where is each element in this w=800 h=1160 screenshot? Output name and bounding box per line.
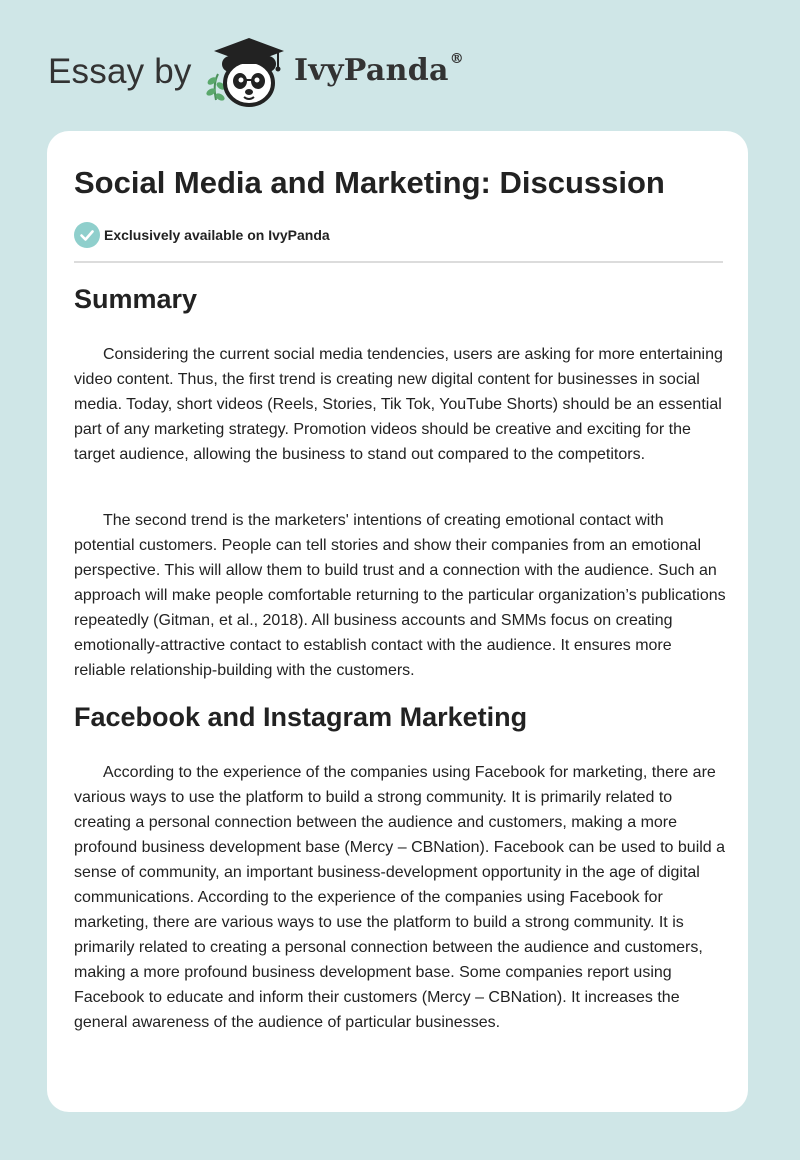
brand-name-text: IvyPanda (294, 53, 449, 88)
brand-prefix: Essay by (48, 52, 192, 91)
paragraph: Considering the current social media tendencies, users are asking for more entertaining video content. Thus, the first trend is creating new digital content for businesses in social media. Today, short videos (Reels, Stories, Tik Tok, YouTube Shorts) should be an essential part of any marketing strategy. Promotion videos should be creative and exciting for the target audience, allowing the business to stand out compared to the competitors. (74, 346, 723, 463)
article-title: Social Media and Marketing: Discussion (74, 165, 665, 200)
section-heading-facebook-instagram: Facebook and Instagram Marketing (74, 702, 528, 732)
panda-logo-icon (200, 34, 290, 110)
paragraph: According to the experience of the companies using Facebook for marketing, there are various ways to use the platform to build a strong community. It is primarily related to creating a personal connection between the audience and customers, making a more profound business development base (Mercy – CBNation). Facebook can be used to build a sense of community, an important business-development opportunity in the age of digital communications. According to the experience of the companies using Facebook for marketing, there are various ways to use the platform to build a strong community. It is primarily related to creating a personal connection between the audience and customers, making a more profound business development base. Some companies report using Facebook to educate and inform their customers (Mercy – CBNation). It increases the general awareness of the audience of particular businesses. (74, 764, 726, 1031)
paragraph: The second trend is the marketers' intentions of creating emotional contact with potential customers. People can tell stories and show their companies from an emotional perspective. This will allow them to build trust and a connection with the audience. Such an approach will make people comfortable returning to the particular organization’s publications repeatedly (Gitman, et al., 2018). All business accounts and SMMs focus on creating emotionally-attractive contact to establish contact with the audience. It ensures more reliable relationship-building with the customers. (74, 512, 726, 679)
title-divider (74, 261, 723, 263)
article-card (47, 131, 748, 1112)
brand-header (48, 34, 468, 110)
registered-mark: ® (449, 51, 465, 67)
exclusive-badge (74, 222, 330, 248)
exclusive-badge-text: Exclusively available on IvyPanda (104, 227, 330, 243)
section-heading-summary: Summary (74, 284, 198, 314)
check-icon (74, 222, 100, 248)
brand-name (294, 53, 464, 88)
